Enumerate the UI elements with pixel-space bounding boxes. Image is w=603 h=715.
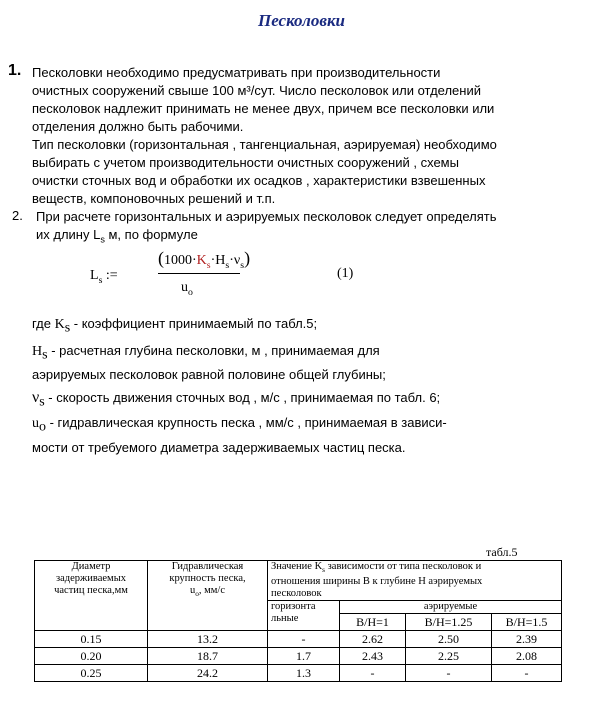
text-fragment: их длину L [36,227,101,242]
header-line: горизонта [271,601,316,613]
text-fragment: зависимости от типа песколовок и [325,561,482,572]
definition-hs-cont: аэрируемых песколовок равной половине общей глубины; [32,367,386,382]
formula-lhs [90,268,118,286]
text-fragment: , мм/с [198,585,226,596]
coefficient: 1000 [164,253,192,268]
table-cell: 0.15 [35,631,148,648]
table-cell: 2.08 [492,648,562,665]
header-line: задерживаемых [55,573,127,584]
paragraph-1 [32,64,494,136]
definition-uo-cont: мости от требуемого диаметра задерживаемых частиц песка. [32,440,406,455]
table-cell: - [340,665,406,682]
text-fragment: м, по формуле [104,227,198,242]
symbol: u [189,585,196,596]
subscript: s [98,274,103,286]
header-line [151,585,264,600]
text-fragment: - гидравлическая крупность песка , мм/с , принимаемая в зависи- [46,415,447,430]
subscript: s [39,394,45,410]
header-line: льные [271,613,299,625]
text-fragment: где [32,316,55,331]
definition-vs [32,389,440,411]
equation-number: (1) [337,266,354,281]
paragraph-3 [36,208,497,249]
text-line: песколовок надлежит принимать не менее двух, причем все песколовки или [32,101,495,116]
symbol-u: u [181,280,188,295]
page-title: Песколовки [257,11,346,30]
coefficient-table [34,560,562,682]
text-line [36,226,497,249]
table-cell: - [492,665,562,682]
table-cell: 0.20 [35,648,148,665]
subscript: o [39,419,46,435]
table-row [35,665,562,682]
subscript: o [188,286,193,298]
header-line: Гидравлическая [171,561,244,572]
table-cell: 24.2 [148,665,268,682]
item-number-1: 1. [8,62,22,79]
table-cell: 2.62 [340,631,406,648]
table-row [35,631,562,648]
table-cell: 13.2 [148,631,268,648]
item-number-2: 2. [12,208,23,223]
definition-uo [32,415,447,436]
header-ks-group [268,561,562,601]
definition-hs [32,343,380,364]
symbol: u [32,416,39,431]
header-hydraulic [148,561,268,631]
symbol: H [32,344,43,359]
text-fragment: Значение K [271,561,323,572]
text-line: отделения должно быть рабочими. [32,119,244,134]
table-cell: 0.25 [35,665,148,682]
paragraph-2 [32,136,497,208]
symbol: ν [32,389,40,406]
header-line: отношения ширины В к глубине Н аэрируемых [271,576,483,588]
text-line: очистки сточных вод и обработки их осадков , характеристики взвешенных [32,173,486,188]
header-bh-1: B/H=1 [340,614,406,631]
formula-numerator: $(1000\cdot K_s\cdot H_s\cdot\nu_s)$ [158,248,251,271]
header-horizontal [268,601,340,631]
table-cell: 18.7 [148,648,268,665]
text-line: Тип песколовки (горизонтальная , тангенциальная, аэрируемая) необходимо [32,137,497,152]
subscript: s [100,234,105,245]
subscript: s [225,259,230,271]
table-cell: 1.7 [268,648,340,665]
symbol-H: H [215,253,226,268]
text-fragment: - коэффициент принимаемый по табл.5; [70,316,318,331]
table-cell: - [268,631,340,648]
header-line: песколовок [271,588,322,600]
text-line: очистных сооружений свыше 100 м³/сут. Число песколовок или отделений [32,83,481,98]
header-bh-15: B/H=1.5 [492,614,562,631]
table-caption: табл.5 [486,545,518,559]
table-cell: 2.39 [492,631,562,648]
subscript: s [42,347,48,363]
definition-ks [32,316,317,337]
header-line: Диаметр [71,561,111,572]
assign-op: := [102,268,118,283]
table-cell: 2.25 [406,648,492,665]
header-line: частиц песка,мм [54,585,128,596]
dot-op: · [229,253,234,268]
header-diameter [35,561,148,631]
symbol: K [54,317,65,332]
fraction-bar [158,273,240,274]
dot-op: · [210,253,216,268]
dot-op: · [192,253,197,268]
header-bh-125: B/H=1.25 [406,614,492,631]
subscript: o [195,589,199,599]
subscript: s [322,565,326,575]
symbol-K: K [196,253,207,268]
header-line [271,561,558,576]
text-line: выбирать с учетом производительности очистных сооружений , схемы [32,155,459,170]
table-cell: 2.50 [406,631,492,648]
text-line: При расчете горизонтальных и аэрируемых песколовок следует определять [36,209,497,224]
table-cell: - [406,665,492,682]
table-row [35,648,562,665]
table-cell: 1.3 [268,665,340,682]
text-fragment: - скорость движения сточных вод , м/с , принимаемая по табл. 6; [44,390,441,405]
text-line: Песколовки необходимо предусматривать при производительности [32,65,441,80]
symbol-nu: ν [233,253,241,268]
text-line: веществ, компоновочных решений и т.п. [32,191,276,206]
symbol-L: L [90,268,99,283]
text-fragment: - расчетная глубина песколовки, м , принимаемая для [47,343,380,358]
table-cell: 2.43 [340,648,406,665]
subscript: s [240,259,245,271]
subscript: s [64,320,71,336]
header-line: крупность песка, [169,573,246,584]
header-aerated: аэрируемые [340,601,562,614]
subscript: s [206,259,211,271]
formula-denominator [181,280,193,298]
